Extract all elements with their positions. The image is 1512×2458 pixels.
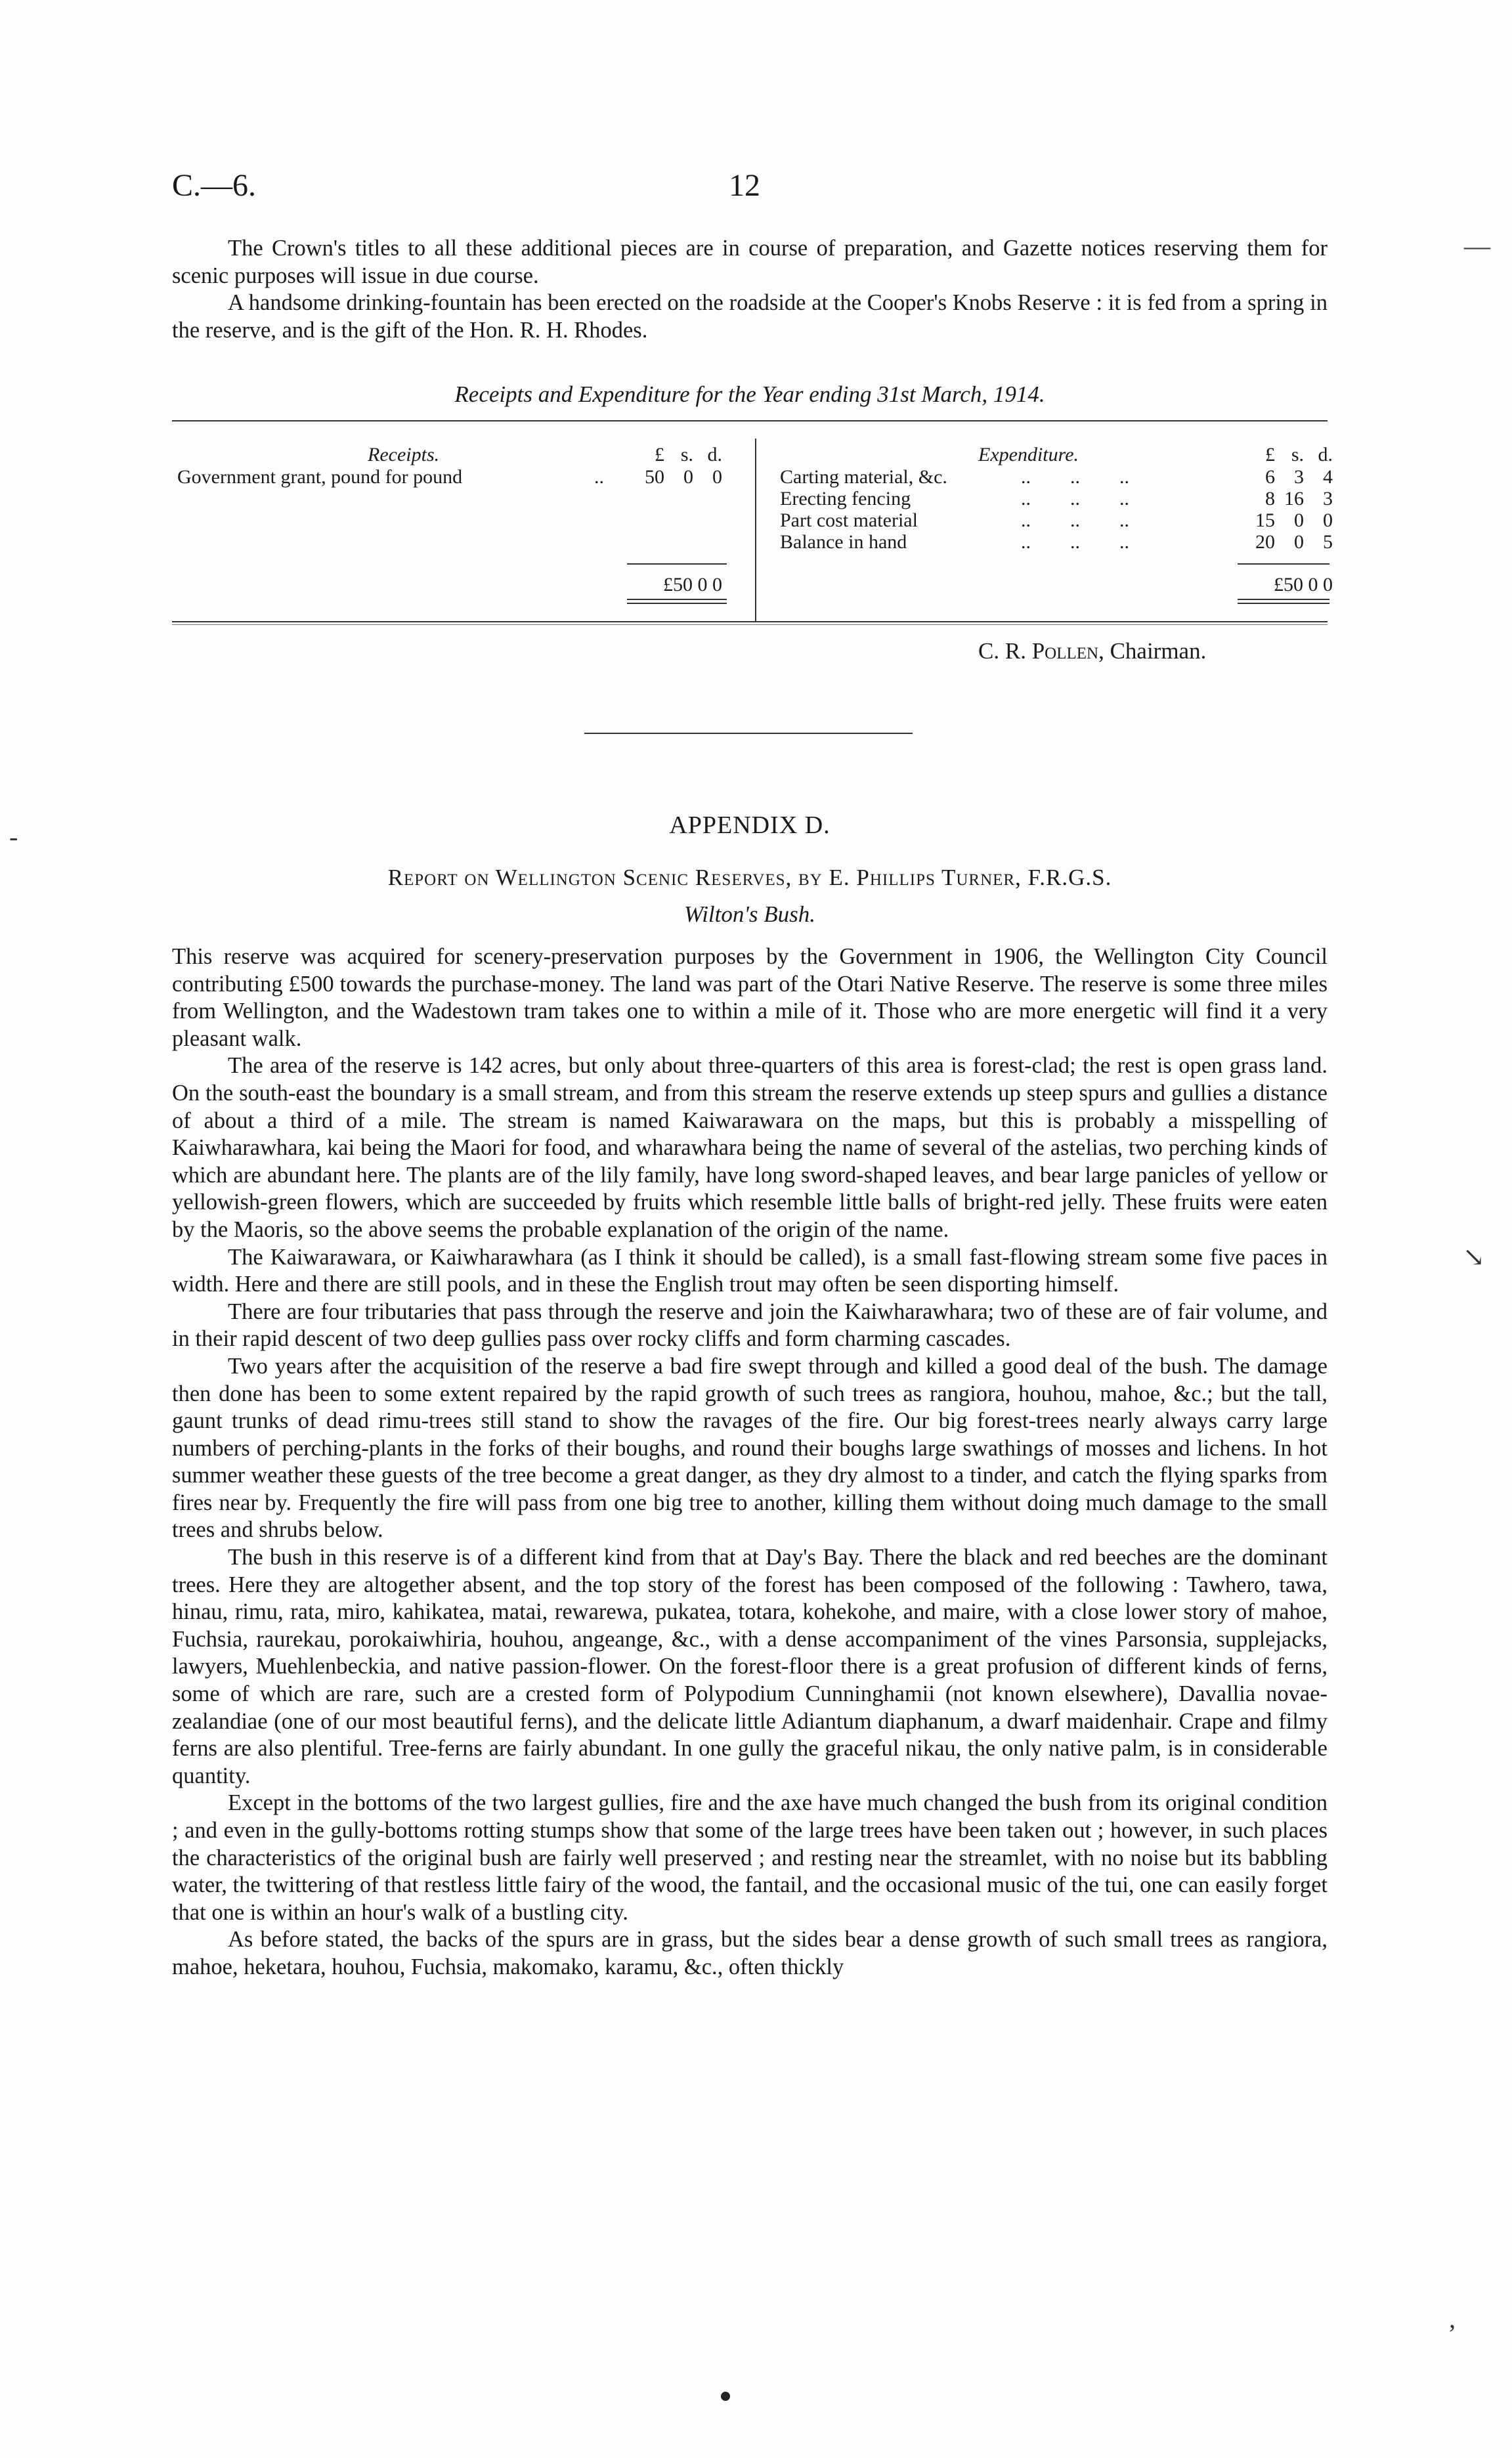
paragraph: Two years after the acquisition of the reserve a bad fire swept through and killed a good deal of the bush. The damage then done has been to some extent repaired by the rapid growth of such trees as rangiora, houhou, mahoe, &c.; but the tall, gaunt trunks of dead rimu-trees still stand to show the ravages of the fire. Our big forest-trees nearly always carry large numbers of perching-plants in the forks of their boughs, and round their boughs large swathings of mosses and lichens. In hot summer weather these guests of the tree become a great danger, as they dry almost to a tinder, and catch the flying sparks from fires near by. Frequently the fire will pass from one big tree to another, killing them without doing much damage to the small trees and shrubs below.	[172, 1353, 1328, 1543]
paragraph: Except in the bottoms of the two largest gullies, fire and the axe have much changed the bush from its original condition ; and even in the gully-bottoms rotting stumps show that some of the large trees have been taken out ; however, in such places the characteristics of the original bush are fairly well preserved ; and resting near the streamlet, with no noise but its babbling water, the twittering of that restless little fairy of the wood, the fantail, and the occasional music of the tui, one can easily forget that one is within an hour's walk of a bustling city.	[172, 1790, 1328, 1925]
report-title: Report on Wellington Scenic Reserves, by E. Phillips Turner, F.R.G.S.	[387, 865, 1112, 890]
expenditure-item-leader: .. .. ..	[1021, 531, 1129, 553]
margin-mark: —	[1464, 231, 1490, 261]
expenditure-item-label: Erecting fencing	[780, 488, 911, 509]
table-bottom-rule	[172, 624, 1328, 625]
table-column-divider	[755, 439, 756, 621]
expenditure-item-amount: 20 0 5	[1255, 531, 1333, 553]
receipts-sum-rule	[627, 563, 727, 565]
paragraph: As before stated, the backs of the spurs are in grass, but the sides bear a dense growth of such small trees as rangiora, mahoe, heketara, houhou, Fuchsia, makomako, karamu, &c., often thickly	[172, 1927, 1328, 1979]
receipts-total: £50 0 0	[663, 574, 722, 595]
expenditure-total: £50 0 0	[1274, 574, 1333, 595]
paragraph: The bush in this reserve is of a different kind from that at Day's Bay. There the black and red beeches are the dominant trees. Here they are altogether absent, and the top story of the forest has been composed of the following : Tawhero, tawa, hinau, rimu, rata, miro, kahikatea, matai, rewarewa, pukatea, totara, kohekohe, and maire, with a close lower story of mahoe, Fuchsia, raurekau, porokaiwhiria, houhou, angeange, &c., with a dense accompaniment of the vines Parsonsia, supplejacks, lawyers, Muehlenbeckia, and native passion-flower. On the forest-floor there is a great profusion of different kinds of ferns, some of which are rare, such are a crested form of Polypodium Cunninghamii (not known elsewhere), Davallia novae-zealandiae (one of our most beautiful ferns), and the delicate little Adiantum diaphanum, a dwarf maidenhair. Crape and filmy ferns are also plentiful. Tree-ferns are fairly abundant. In one gully the graceful nikau, the only native palm, is in considerable quantity.	[172, 1545, 1328, 1788]
paragraph: The Kaiwarawara, or Kaiwharawhara (as I think it should be called), is a small fast-flowing stream some five paces in width. Here and there are still pools, and in these the English trout may often be seen disporting himself.	[172, 1244, 1328, 1297]
paragraph: The Crown's titles to all these additional pieces are in course of preparation, and Gazette notices reserving them for scenic purposes will issue in due course.	[172, 236, 1328, 288]
expenditure-double-rule	[1238, 599, 1329, 600]
paragraph: A handsome drinking-fountain has been erected on the roadside at the Cooper's Knobs Reserve : it is fed from a spring in the reserve, and is the gift of the Hon. R. H. Rhodes.	[172, 290, 1328, 343]
expenditure-item-amount: 15 0 0	[1255, 509, 1333, 531]
page-number: 12	[729, 168, 760, 203]
receipts-double-rule	[627, 599, 727, 600]
expenditure-item-label: Part cost material	[780, 509, 918, 531]
intro-text	[172, 235, 1328, 344]
accounts-caption: Receipts and Expenditure for the Year ending 31st March, 1914.	[454, 381, 1045, 407]
table-top-rule	[172, 420, 1328, 421]
receipts-currency-header: £ s. d.	[655, 444, 722, 465]
section-subtitle: Wilton's Bush.	[683, 901, 815, 927]
expenditure-sum-rule	[1238, 563, 1329, 565]
margin-mark: ’	[1448, 2319, 1457, 2348]
expenditure-heading: Expenditure.	[978, 444, 1079, 465]
signature	[978, 638, 1206, 664]
receipt-item-label: Government grant, pound for pound	[177, 466, 463, 488]
margin-mark: ↘	[1463, 1242, 1485, 1272]
expenditure-item-leader: .. .. ..	[1021, 509, 1129, 531]
paragraph: This reserve was acquired for scenery-preservation purposes by the Government in 1906, the Wellington City Council contributing £500 towards the purchase-money. The land was part of the Otari Native Reserve. The reserve is some three miles from Wellington, and the Wadestown tram takes one to within a mile of it. Those who are more energetic will find it a very pleasant walk.	[172, 944, 1328, 1051]
expenditure-item-label: Carting material, &c.	[780, 466, 947, 488]
section-divider	[584, 733, 913, 734]
receipt-item-amount: 50 0 0	[645, 466, 722, 488]
appendix-title: APPENDIX D.	[669, 811, 831, 839]
receipts-double-rule	[627, 603, 727, 604]
signature-name: C. R. Pollen,	[978, 638, 1104, 664]
expenditure-item-amount: 8 16 3	[1265, 488, 1333, 509]
expenditure-double-rule	[1238, 603, 1329, 604]
receipt-item-leader: ..	[594, 466, 604, 488]
expenditure-currency-header: £ s. d.	[1265, 444, 1333, 465]
signature-title: Chairman.	[1110, 638, 1207, 664]
receipts-heading: Receipts.	[368, 444, 440, 465]
expenditure-item-leader: .. .. ..	[1021, 466, 1129, 488]
report-body	[172, 943, 1328, 1981]
expenditure-item-leader: .. .. ..	[1021, 488, 1129, 509]
expenditure-item-amount: 6 3 4	[1265, 466, 1333, 488]
margin-mark: -	[9, 822, 18, 852]
page-dot	[721, 2392, 730, 2401]
expenditure-item-label: Balance in hand	[780, 531, 907, 553]
document-reference: C.—6.	[172, 168, 257, 203]
table-bottom-rule	[172, 621, 1328, 622]
paragraph: There are four tributaries that pass through the reserve and join the Kaiwharawhara; two of these are of fair volume, and in their rapid descent of two deep gullies pass over rocky cliffs and form charming cascades.	[172, 1299, 1328, 1352]
paragraph: The area of the reserve is 142 acres, but only about three-quarters of this area is forest-clad; the rest is open grass land. On the south-east the boundary is a small stream, and from this stream the reserve extends up steep spurs and gullies a distance of about a third of a mile. The stream is named Kaiwarawara on the maps, but this is probably a misspelling of Kaiwharawhara, kai being the Maori for food, and wharawhara being the name of several of the astelias, two perching kinds of which are abundant here. The plants are of the lily family, have long sword-shaped leaves, and bear large panicles of yellow or yellowish-green flowers, which are succeeded by fruits which resemble little balls of bright-red jelly. These fruits were eaten by the Maoris, so the above seems the probable explanation of the origin of the name.	[172, 1053, 1328, 1242]
